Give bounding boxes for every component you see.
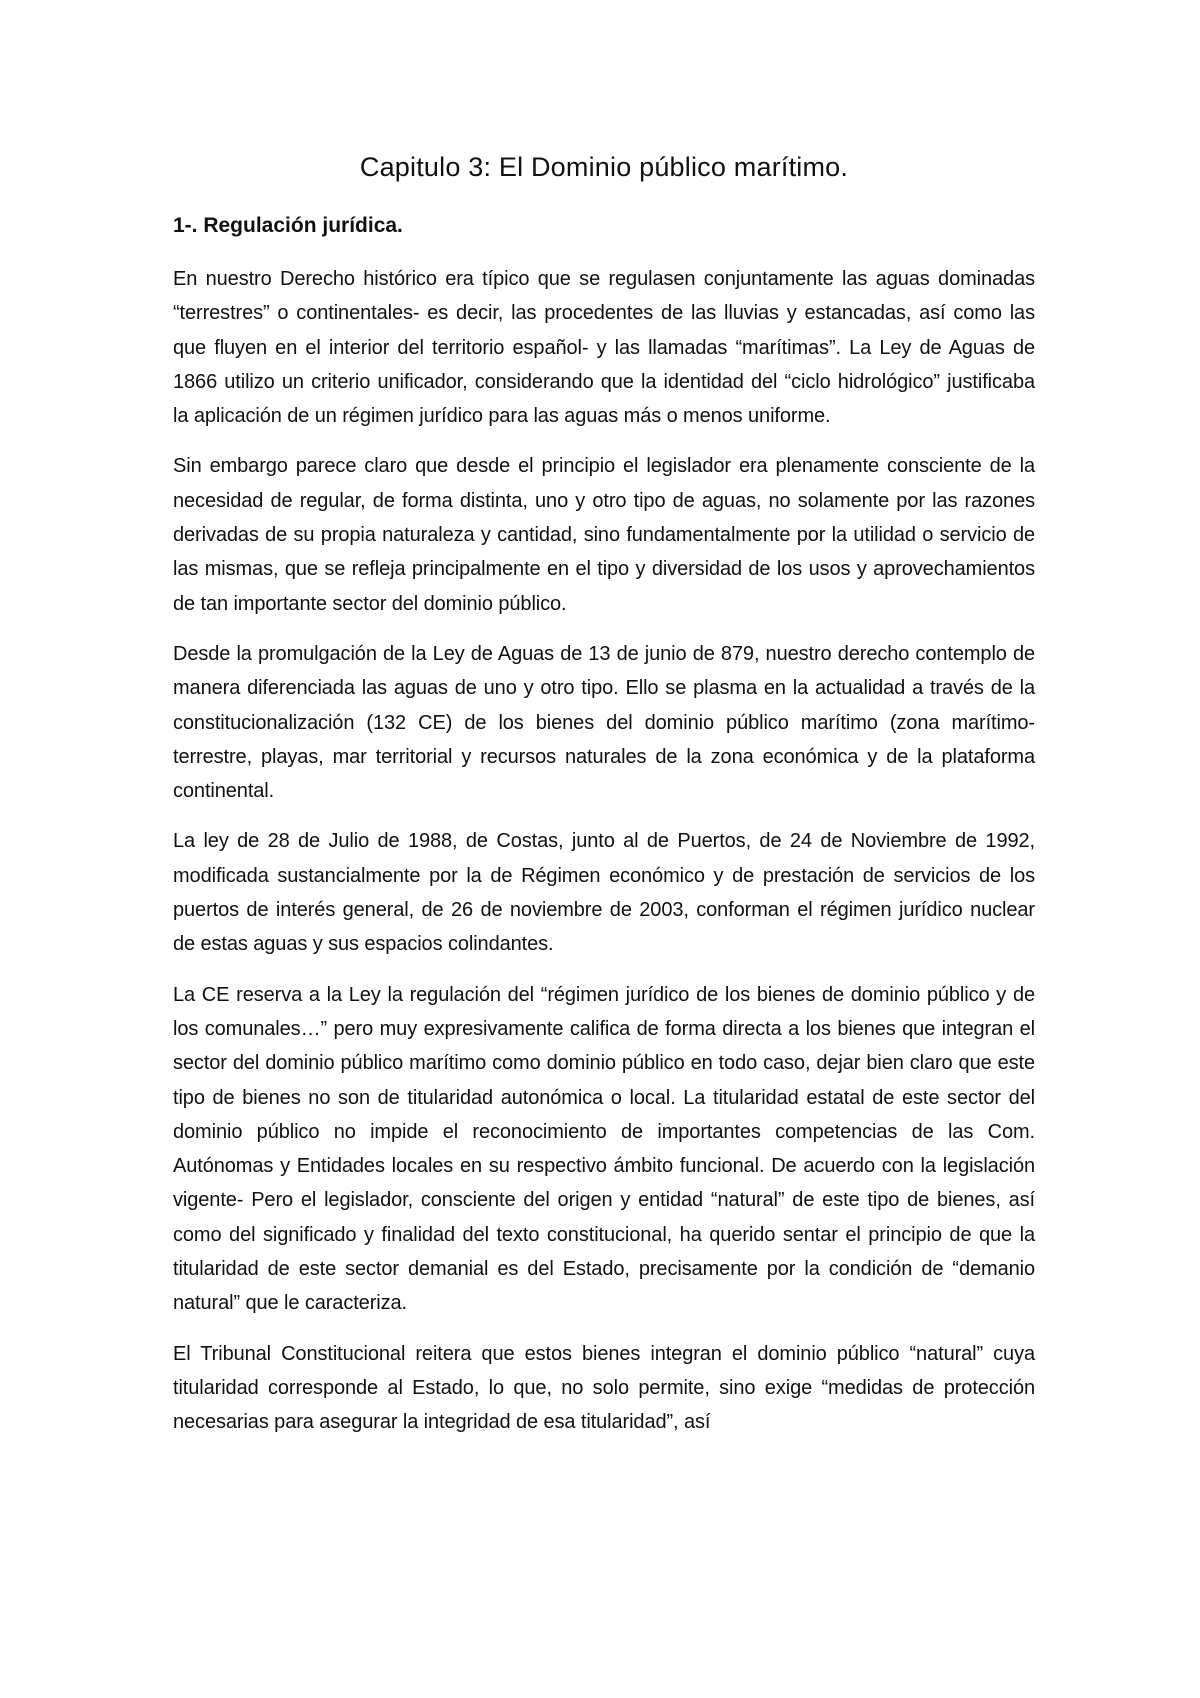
paragraph-4: La ley de 28 de Julio de 1988, de Costas, junto al de Puertos, de 24 de Noviembre de 1992, modificada sustancialmente por la de Régimen económico y de prestación de servicios de los puertos de interés general, de 26 de noviembre de 2003, conforman el régimen jurídico nuclear de estas aguas y sus espacios colindantes. [173, 830, 1035, 956]
paragraph-5: La CE reserva a la Ley la regulación del “régimen jurídico de los bienes de dominio público y de los comunales…” pero muy expresivamente califica de forma directa a los bienes que integran el sector del dominio público marítimo como dominio público en todo caso, dejar bien claro que este tipo de bienes no son de titularidad autonómica o local. La titularidad estatal de este sector del dominio público no impide el reconocimiento de importantes competencias de las Com. Autónomas y Entidades locales en su respectivo ámbito funcional. De acuerdo con la legislación vigente- Pero el legislador, consciente del origen y entidad “natural” de este tipo de bienes, así como del significado y finalidad del texto constitucional, ha querido sentar el principio de que la titularidad de este sector demanial es del Estado, precisamente por la condición de “demanio natural” que le caracteriza. [173, 983, 1035, 1315]
document-body [173, 150, 1035, 1456]
page-title: Capitulo 3: El Dominio público marítimo. [359, 152, 849, 182]
paragraph-1: En nuestro Derecho histórico era típico que se regulasen conjuntamente las aguas dominadas “terrestres” o continentales- es decir, las procedentes de las lluvias y estancadas, así como las que fluyen en el interior del territorio español- y las llamadas “marítimas”. La Ley de Aguas de 1866 utilizo un criterio unificador, considerando que la identidad del “ciclo hidrológico” justificaba la aplicación de un régimen jurídico para las aguas más o menos uniforme. [173, 268, 1035, 428]
paragraph-3: Desde la promulgación de la Ley de Aguas de 13 de junio de 879, nuestro derecho contemplo de manera diferenciada las aguas de uno y otro tipo. Ello se plasma en la actualidad a través de la constitucionalización (132 CE) de los bienes del dominio público marítimo (zona marítimo-terrestre, playas, mar territorial y recursos naturales de la zona económica y de la plataforma continental. [173, 642, 1035, 803]
paragraph-2: Sin embargo parece claro que desde el principio el legislador era plenamente consciente de la necesidad de regular, de forma distinta, uno y otro tipo de aguas, no solamente por las razones derivadas de su propia naturaleza y cantidad, sino fundamentalmente por la utilidad o servicio de las mismas, que se refleja principalmente en el tipo y diversidad de los usos y aprovechamientos de tan importante sector del dominio público. [173, 455, 1035, 615]
paragraph-6: El Tribunal Constitucional reitera que estos bienes integran el dominio público “natural” cuya titularidad corresponde al Estado, lo que, no solo permite, sino exige “medidas de protección necesarias para asegurar la integridad de esa titularidad”, así [173, 1342, 1035, 1434]
section-heading: 1-. Regulación jurídica. [173, 214, 403, 237]
